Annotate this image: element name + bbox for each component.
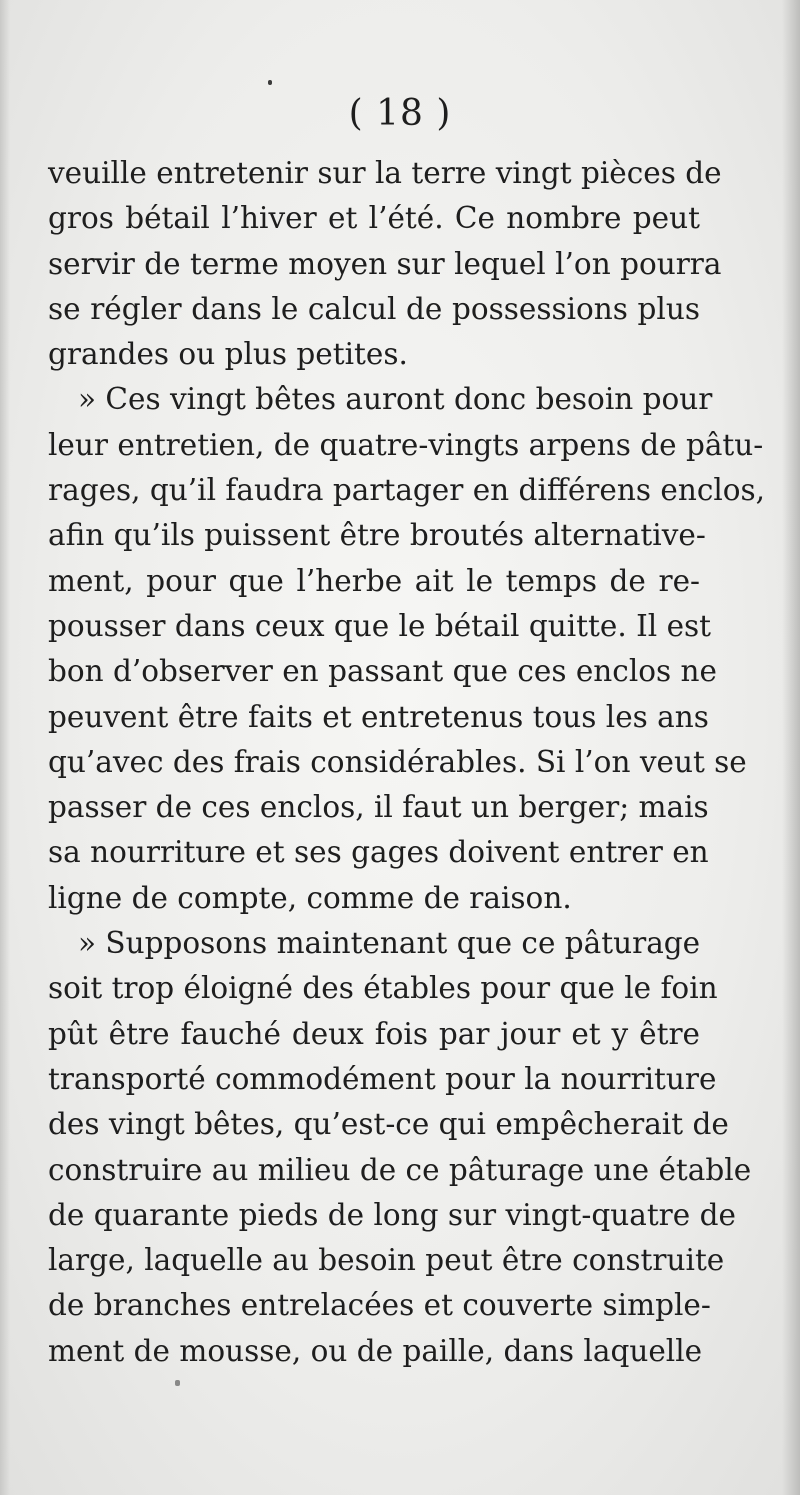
- text-line: se régler dans le calcul de possessions plus: [48, 291, 700, 326]
- text-line: sa nourriture et ses gages doivent entrer en: [48, 835, 709, 870]
- text-line: de branches entrelacées et couverte simple-: [48, 1288, 711, 1323]
- text-line: large, laquelle au besoin peut être construite: [48, 1243, 725, 1278]
- text-line: bon d’observer en passant que ces enclos ne: [48, 654, 717, 689]
- text-line: ligne de compte, comme de raison.: [48, 880, 572, 915]
- text-line: pût être fauché deux fois par jour et y être: [48, 1016, 700, 1051]
- page-right-edge-shadow: [782, 0, 800, 1495]
- text-line: construire au milieu de ce pâturage une étable: [48, 1152, 752, 1187]
- text-line: rages, qu’il faudra partager en différens enclos,: [48, 473, 766, 508]
- text-line: veuille entretenir sur la terre vingt pièces de: [48, 156, 722, 190]
- body-text: [48, 151, 766, 1374]
- page-number: ( 18 ): [348, 93, 452, 134]
- text-line: leur entretien, de quatre-vingts arpens de pâtu-: [48, 427, 764, 462]
- text-line: peuvent être faits et entretenus tous les ans: [48, 699, 709, 734]
- text-line: servir de terme moyen sur lequel l’on pourra: [48, 246, 722, 281]
- text-line: » Supposons maintenant que ce pâturage: [78, 926, 701, 961]
- text-line: des vingt bêtes, qu’est-ce qui empêcherait de: [48, 1107, 729, 1142]
- ink-speck: [175, 1380, 180, 1386]
- text-line: pousser dans ceux que le bétail quitte. Il est: [48, 608, 712, 643]
- ink-speck: [268, 80, 272, 85]
- text-line: de quarante pieds de long sur vingt-quatre de: [48, 1197, 736, 1232]
- text-line: soit trop éloigné des étables pour que le foin: [48, 971, 718, 1006]
- page-left-edge-shadow: [0, 0, 10, 1495]
- text-line: gros bétail l’hiver et l’été. Ce nombre peut: [48, 201, 700, 236]
- text-line: afin qu’ils puissent être broutés alternative-: [48, 518, 706, 553]
- text-line: ment, pour que l’herbe ait le temps de re-: [48, 563, 700, 598]
- text-line: qu’avec des frais considérables. Si l’on veut se: [48, 744, 747, 779]
- text-line: passer de ces enclos, il faut un berger; mais: [48, 790, 709, 825]
- text-line: » Ces vingt bêtes auront donc besoin pour: [78, 382, 713, 417]
- text-line: transporté commodément pour la nourriture: [48, 1061, 717, 1096]
- text-line: ment de mousse, ou de paille, dans laquelle: [48, 1333, 703, 1368]
- text-line: grandes ou plus petites.: [48, 337, 408, 372]
